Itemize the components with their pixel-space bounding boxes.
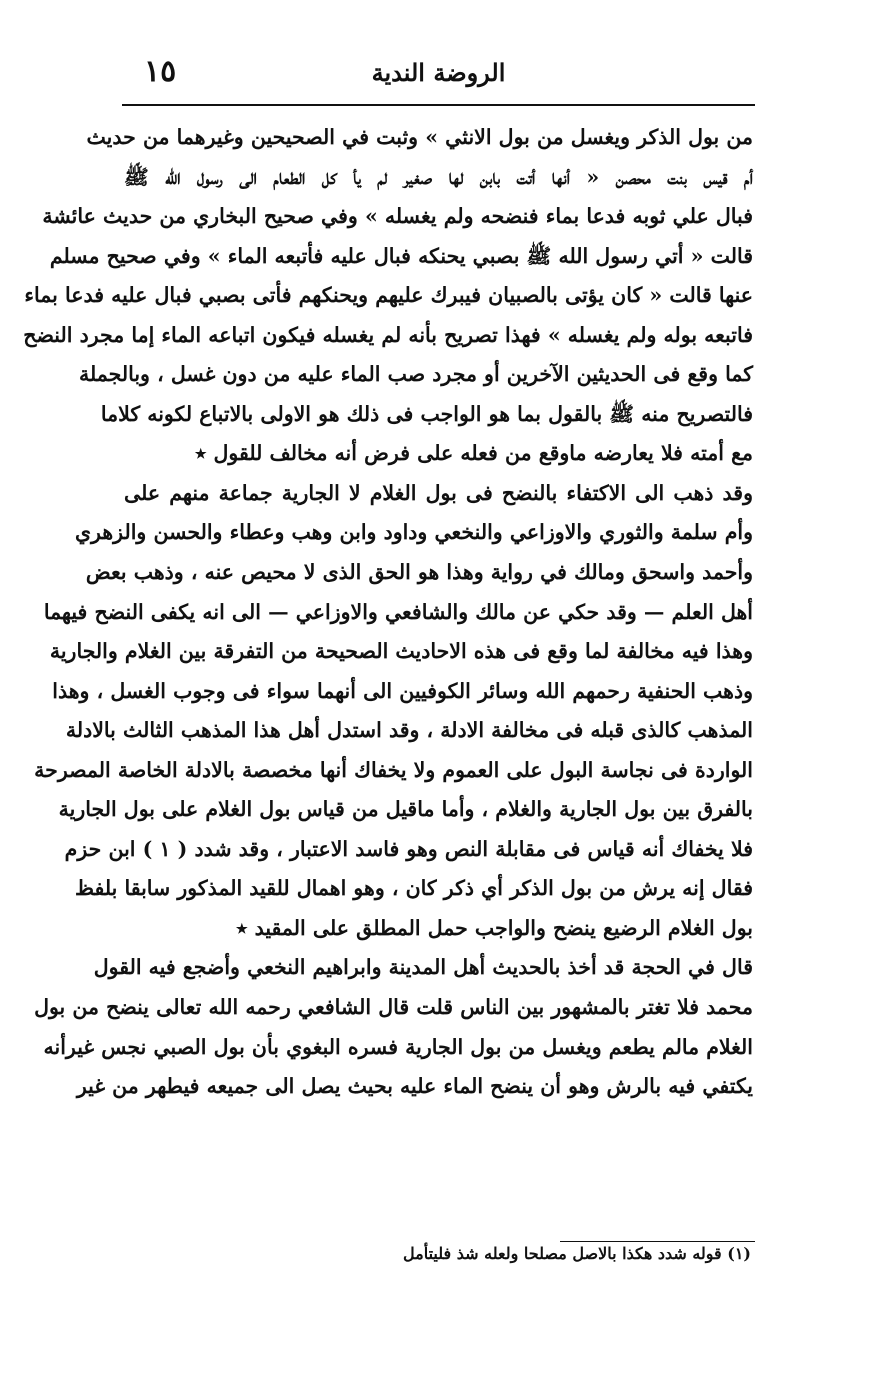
text-line: أم قيس بنت محصن « أنها أتت بابن لها صغير لم يأ كل الطعام الى رسول الله ﷺ	[124, 164, 753, 189]
text-line: الواردة فى نجاسة البول على العموم ولا يخفاك أنها مخصصة بالادلة الخاصة المصرحة	[34, 757, 753, 782]
text-line: محمد فلا تغتر بالمشهور بين الناس قلت قال الشافعي رحمه الله تعالى ينضح من بول	[34, 995, 753, 1020]
text-line: وأحمد واسحق ومالك في رواية وهذا هو الحق الذى لا محيص عنه ، وذهب بعض	[85, 560, 753, 585]
running-title: الروضة الندية	[371, 58, 506, 87]
text-line: عنها قالت « كان يؤتى بالصبيان فيبرك عليهم ويحنكهم فأتى بصبي فبال عليه فدعا بماء	[24, 283, 753, 308]
text-line: المذهب كالذى قبله فى مخالفة الادلة ، وقد استدل أهل هذا المذهب الثالث بالادلة	[65, 718, 753, 743]
footnote-rule	[560, 1241, 755, 1242]
text-line: وهذا فيه مخالفة لما وقع فى هذه الاحاديث الصحيحة من التفرقة بين الغلام والجارية	[49, 639, 753, 664]
text-line: الغلام مالم يطعم ويغسل من بول الجارية فسره البغوي بأن بول الصبي نجس غيرأنه	[43, 1034, 753, 1059]
text-line: قالت « أتي رسول الله ﷺ بصبي يحنكه فبال عليه فأتبعه الماء » وفي صحيح مسلم	[49, 243, 753, 268]
text-line: كما وقع فى الحديثين الآخرين أو مجرد صب الماء عليه من دون غسل ، وبالجملة	[78, 362, 753, 387]
text-line: يكتفي فيه بالرش وهو أن ينضح الماء عليه بحيث يصل الى جميعه فيطهر من غير	[76, 1074, 753, 1099]
text-line: قال في الحجة قد أخذ بالحديث أهل المدينة وابراهيم النخعي وأضجع فيه القول	[93, 955, 753, 980]
text-line: وقد ذهب الى الاكتفاء بالنضح فى بول الغلام لا الجارية جماعة منهم على	[124, 480, 753, 505]
header-rule	[122, 104, 755, 106]
text-line: أهل العلم — وقد حكي عن مالك والشافعي والاوزاعي — الى انه يكفى النضح فيهما	[43, 599, 753, 624]
page-number: ١٥	[144, 54, 177, 89]
text-line: مع أمته فلا يعارضه ماوقع من فعله على فرض أنه مخالف للقول ٭	[195, 441, 753, 466]
text-line: من بول الذكر ويغسل من بول الانثي » وثبت في الصحيحين وغيرهما من حديث	[86, 125, 753, 149]
text-line: فبال علي ثوبه فدعا بماء فنضحه ولم يغسله » وفي صحيح البخاري من حديث عائشة	[42, 204, 753, 229]
text-line: فلا يخفاك أنه قياس فى مقابلة النص وهو فاسد الاعتبار ، وقد شدد ( ١ ) ابن حزم	[64, 836, 753, 861]
text-line: وأم سلمة والثوري والاوزاعي والنخعي وداود وابن وهب وعطاء والحسن والزهري	[75, 520, 753, 545]
text-line: بالفرق بين بول الجارية والغلام ، وأما ماقيل من قياس بول الغلام على بول الجارية	[58, 797, 753, 822]
body-text	[23, 118, 753, 1107]
page-header	[122, 54, 755, 100]
text-line: فاتبعه بوله ولم يغسله » فهذا تصريح بأنه لم يغسله فيكون اتباعه الماء إما مجرد النضح	[23, 322, 753, 347]
text-line: بول الغلام الرضيع ينضح والواجب حمل المطلق على المقيد ٭	[236, 915, 753, 940]
footnote: (١) قوله شدد هكذا بالاصل مصلحا ولعله شذ فليتأمل	[403, 1244, 751, 1263]
text-line: فقال إنه يرش من بول الذكر أي ذكر كان ، وهو اهمال للقيد المذكور سابقا بلفظ	[75, 876, 753, 901]
text-line: فالتصريح منه ﷺ بالقول بما هو الواجب فى ذلك هو الاولى بالاتباع لكونه كلاما	[100, 401, 753, 426]
text-line: وذهب الحنفية رحمهم الله وسائر الكوفيين الى أنهما سواء فى وجوب الغسل ، وهذا	[52, 678, 753, 703]
